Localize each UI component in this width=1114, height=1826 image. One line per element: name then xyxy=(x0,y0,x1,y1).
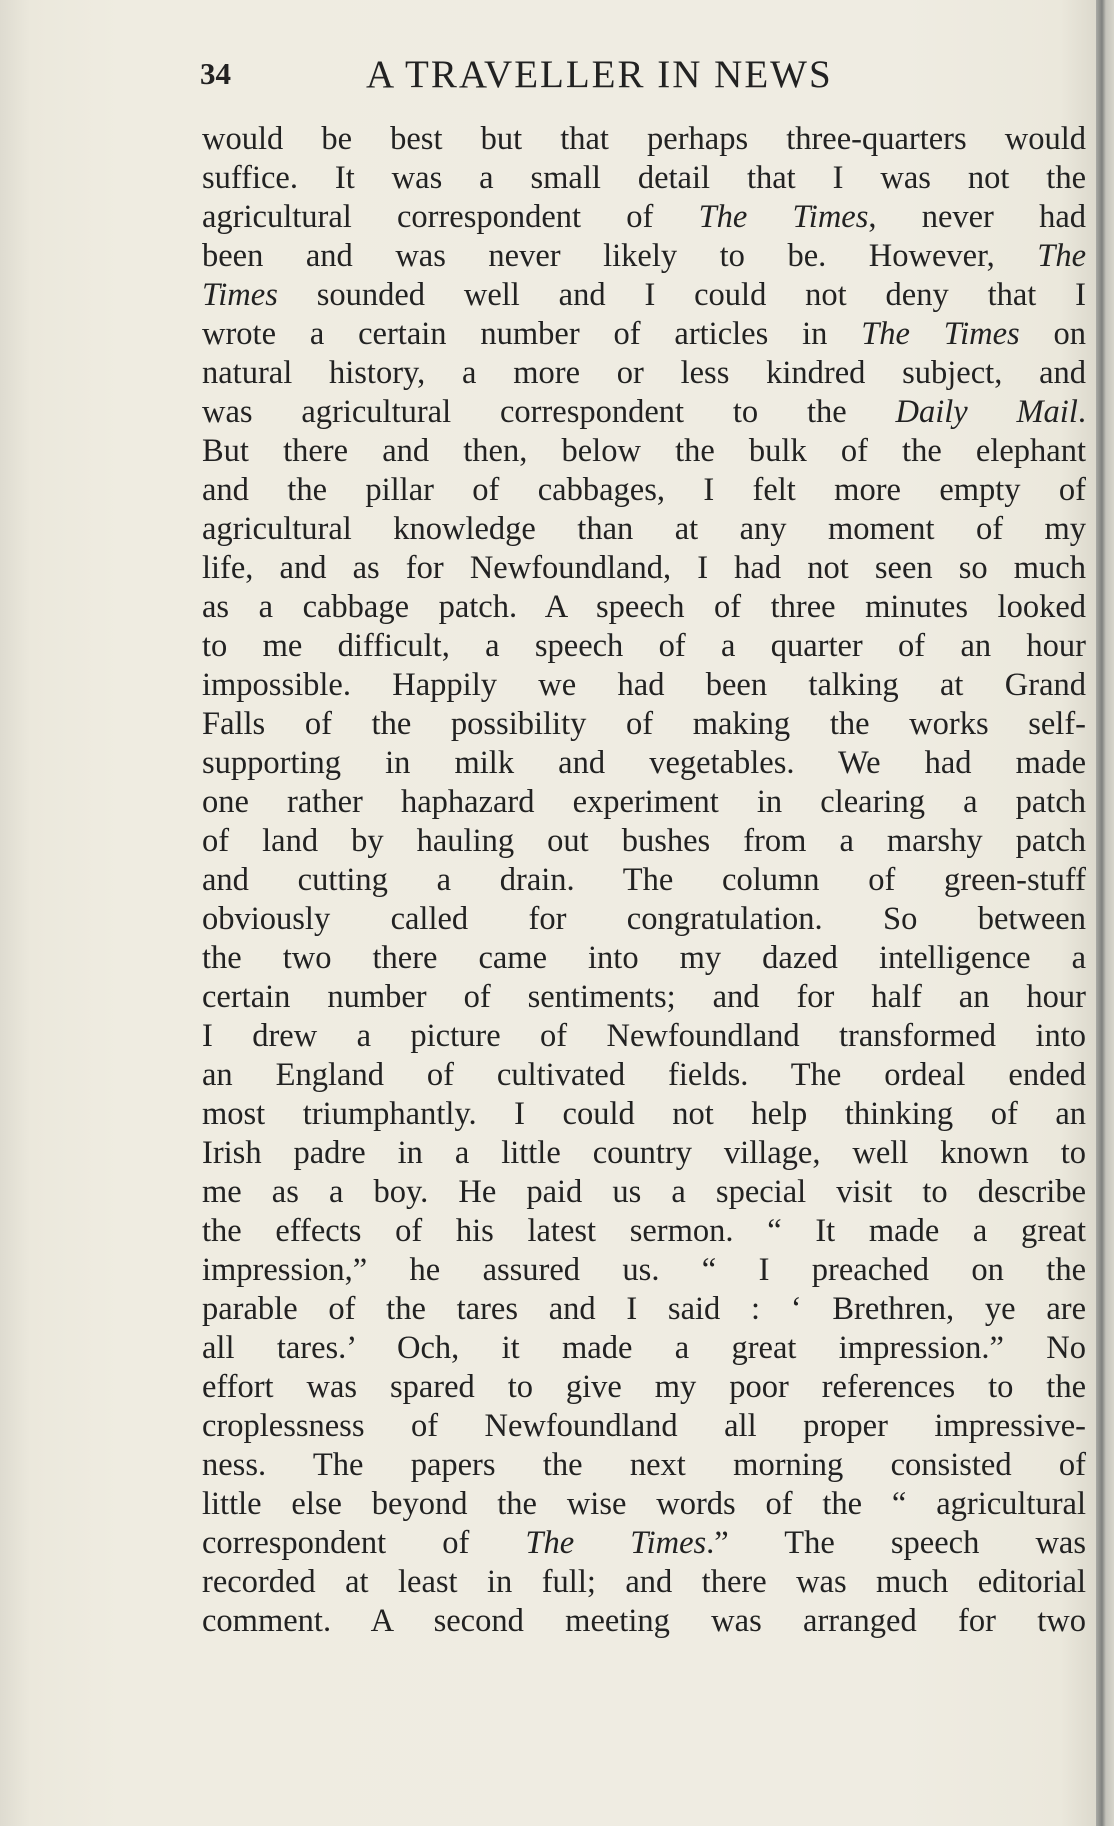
text-line: the two there came into my dazed intelligence a xyxy=(202,940,1086,976)
text-line: was agricultural correspondent to the Daily Mail. xyxy=(202,394,1086,430)
text-line: most triumphantly. I could not help thinking of an xyxy=(202,1096,1086,1132)
text-line: me as a boy. He paid us a special visit to describe xyxy=(202,1174,1086,1210)
text-line: agricultural correspondent of The Times, never had xyxy=(202,199,1086,235)
running-head xyxy=(200,46,1084,106)
page-edge xyxy=(1096,0,1114,1826)
text-line: But there and then, below the bulk of the elephant xyxy=(202,433,1086,469)
text-line: little else beyond the wise words of the “ agricultural xyxy=(202,1486,1086,1522)
text-line: I drew a picture of Newfoundland transformed into xyxy=(202,1018,1086,1054)
text-line: suffice. It was a small detail that I was not the xyxy=(202,160,1086,196)
running-title: A TRAVELLER IN NEWS xyxy=(366,53,833,96)
text-line: to me difficult, a speech of a quarter of an hour xyxy=(202,628,1086,664)
text-line: certain number of sentiments; and for half an hour xyxy=(202,979,1086,1015)
text-line: and the pillar of cabbages, I felt more empty of xyxy=(202,472,1086,508)
text-line: impossible. Happily we had been talking at Grand xyxy=(202,667,1086,703)
text-line: natural history, a more or less kindred subject, and xyxy=(202,355,1086,391)
text-line: the effects of his latest sermon. “ It made a great xyxy=(202,1213,1086,1249)
text-line: effort was spared to give my poor references to the xyxy=(202,1369,1086,1405)
text-line: Falls of the possibility of making the works self- xyxy=(202,706,1086,742)
body-text xyxy=(202,120,1086,1641)
text-line: supporting in milk and vegetables. We had made xyxy=(202,745,1086,781)
text-line: obviously called for congratulation. So between xyxy=(202,901,1086,937)
text-line: as a cabbage patch. A speech of three minutes looked xyxy=(202,589,1086,625)
text-line: all tares.’ Och, it made a great impression.” No xyxy=(202,1330,1086,1366)
text-line: comment. A second meeting was arranged for two xyxy=(202,1603,1086,1639)
text-line: impression,” he assured us. “ I preached on the xyxy=(202,1252,1086,1288)
text-line: croplessness of Newfoundland all proper impressive- xyxy=(202,1408,1086,1444)
text-line: been and was never likely to be. However, The xyxy=(202,238,1086,274)
page-number: 34 xyxy=(200,56,231,91)
text-line: an England of cultivated fields. The ordeal ended xyxy=(202,1057,1086,1093)
text-line: one rather haphazard experiment in clearing a patch xyxy=(202,784,1086,820)
text-line: Irish padre in a little country village, well known to xyxy=(202,1135,1086,1171)
text-line: of land by hauling out bushes from a marshy patch xyxy=(202,823,1086,859)
text-line: agricultural knowledge than at any moment of my xyxy=(202,511,1086,547)
text-line: would be best but that perhaps three-quarters would xyxy=(202,121,1086,157)
text-line: and cutting a drain. The column of green-stuff xyxy=(202,862,1086,898)
text-line: correspondent of The Times.” The speech was xyxy=(202,1525,1086,1561)
text-line: parable of the tares and I said : ‘ Brethren, ye are xyxy=(202,1291,1086,1327)
text-line: wrote a certain number of articles in The Times on xyxy=(202,316,1086,352)
text-line: ness. The papers the next morning consisted of xyxy=(202,1447,1086,1483)
text-line: recorded at least in full; and there was much editorial xyxy=(202,1564,1086,1600)
text-line: life, and as for Newfoundland, I had not seen so much xyxy=(202,550,1086,586)
text-line: Times sounded well and I could not deny that I xyxy=(202,277,1086,313)
